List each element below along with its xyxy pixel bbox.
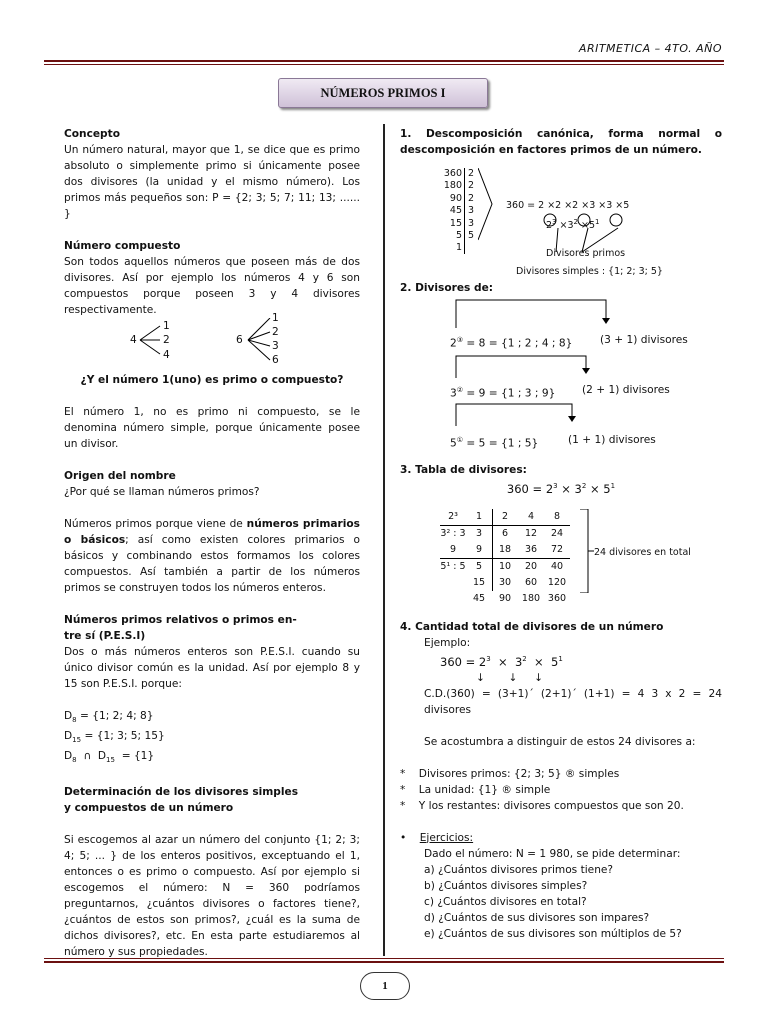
bullet-item: * La unidad: {1} ® simple	[400, 783, 551, 796]
uno-text: El número 1, no es primo ni compuesto, se le denomina número simple, porque únicamente posee un divisor.	[64, 406, 360, 450]
example-label: Ejemplo:	[424, 636, 471, 649]
top-rule	[44, 60, 724, 62]
power-5: 5① = 5 = {1 ; 5}	[450, 436, 539, 450]
determinacion-text: Si escogemos al azar un número del conjunto {1; 2; 3; 4; 5; ... } de los enteros positivos, exceptuando el 1, entonces o es primo o compuesto. Así por ejemplo si escogemos el número: N = 360 podríamos preguntarnos, ¿cuántos divisores o factores tiene?, ¿cuántos de estos son primos?, ¿cuál es la suma de dichos divisores?, etc. En esta parte estudiaremos al número y sus propiedades.	[64, 834, 360, 959]
cd-formula: C.D.(360) = (3+1)´ (2+1)´ (1+1) = 4 3 x 2 = 24 divisores	[424, 687, 722, 716]
ladder-factor: 2	[468, 192, 475, 204]
total-brace	[578, 509, 594, 593]
ladder-value: 1	[455, 242, 462, 254]
section4-heading: 4. Cantidad total de divisores de un número	[400, 620, 664, 633]
ladder-value: 45	[449, 205, 462, 217]
intersection-set: $D_8$ ∩ $D_{15} = \{1\}$	[64, 750, 155, 765]
d15-set: $D_{15} = \{1$; 3; 5; 15}	[64, 730, 165, 745]
eq-360: $360 = 2^3 \times 3^2 \times 5^1$	[506, 481, 616, 496]
exercise-item: b) ¿Cuántos divisores simples?	[424, 879, 588, 892]
exercise-item: c) ¿Cuántos divisores en total?	[424, 895, 587, 908]
power-5-count: (1 + 1) divisores	[568, 434, 656, 446]
origen-heading: Origen del nombre	[64, 470, 176, 482]
ladder-factor: 2	[468, 168, 475, 179]
pesi-text: Dos o más números enteros son P.E.S.I. cuando su único divisor común es la unidad. Así por ejemplo 8 y 15 son P.E.S.I. porque:	[64, 646, 360, 690]
compuesto-text: Son todos aquellos números que poseen más de dos divisores. Así por ejemplo los números 4 y 6 son compuestos porque poseen 3 y 4 divisores respectivamente.	[64, 256, 360, 316]
divisores-simples-label: Divisores simples : {1; 2; 3; 5}	[516, 266, 663, 277]
ladder-value: 5	[455, 230, 462, 242]
ladder-line	[464, 168, 465, 254]
exercises-intro: Dado el número: N = 1 980, se pide determinar:	[424, 847, 681, 860]
concepto-text: Un número natural, mayor que 1, se dice que es primo absoluto o simplemente primo si únicamente posee dos divisores (la unidad y el mismo número). Los primos más pequeños son: P = {2; 3; 5; 7; 11; 13; ...... }	[64, 144, 360, 220]
tree6-leaf: 6	[272, 354, 279, 366]
divisor-trees	[64, 312, 360, 374]
ladder-value: 180	[443, 180, 462, 192]
power-2: 2③ = 8 = {1 ; 2 ; 4 ; 8}	[450, 336, 573, 350]
determinacion-heading: Determinación de los divisores simples	[64, 786, 299, 799]
power-arrows	[400, 296, 720, 446]
table-row: 9 9 18 36 72	[449, 543, 564, 555]
divisor-table	[440, 509, 570, 607]
table-row: 2³ 1 2 4 8	[448, 510, 561, 522]
tree6-leaf: 1	[272, 312, 279, 324]
ladder-factor: 5	[468, 230, 475, 242]
uno-question: ¿Y el número 1(uno) es primo o compuesto?	[80, 374, 344, 386]
tree6-leaf: 2	[272, 326, 279, 338]
bottom-rule	[44, 961, 724, 963]
ladder-value: 360	[443, 168, 462, 179]
divisor-table-wrap	[400, 497, 722, 604]
tree4-leaf: 1	[163, 320, 170, 332]
factor-product: 360 = 2 ×2 ×2 ×3 ×3 ×5	[506, 200, 630, 211]
eq-360-b: $360 = 2^3 \times 3^2 \times 5^1$	[440, 654, 563, 669]
ladder-value: 90	[449, 192, 462, 204]
column-divider	[383, 124, 385, 956]
factor-ladder	[400, 158, 722, 276]
origen-question: ¿Por qué se llaman números primos?	[64, 486, 260, 498]
ladder-factor: 2	[468, 180, 475, 192]
tree4-root: 4	[130, 334, 137, 346]
tree6-leaf: 3	[272, 340, 279, 352]
section2-heading: 2. Divisores de:	[400, 282, 494, 294]
table-row: 45 90 180 360	[472, 592, 567, 604]
running-title: ARITMETICA – 4TO. AÑO	[578, 42, 722, 55]
down-arrows: ↓ ↓ ↓	[476, 671, 544, 684]
table-vline	[492, 509, 493, 591]
origen-text: Números primos porque viene de números primarios o básicos; así como existen colores primarios o básicos y combinando estos formamos los colores compuestos. Así también a partir de los números primos se construyen todos los números enteros.	[64, 518, 360, 594]
exercise-item: a) ¿Cuántos divisores primos tiene?	[424, 863, 614, 876]
compuesto-heading: Número compuesto	[64, 240, 181, 252]
divisors-of-powers	[400, 296, 722, 450]
section3-heading: 3. Tabla de divisores:	[400, 464, 527, 476]
page-title: NÚMEROS PRIMOS I	[278, 78, 488, 108]
power-3: 3② = 9 = {1 ; 3 ; 9}	[450, 386, 556, 400]
exercise-item: e) ¿Cuántos de sus divisores son múltiplos de 5?	[424, 927, 682, 940]
tree4-leaf: 2	[163, 334, 170, 346]
pesi-heading: Números primos relativos o primos en-	[64, 614, 297, 626]
table-row: 15 30 60 120	[472, 576, 567, 588]
right-column	[400, 126, 722, 942]
power-3-count: (2 + 1) divisores	[582, 384, 670, 396]
exercise-item: d) ¿Cuántos de sus divisores son impares?	[424, 911, 650, 924]
acostumbra-text: Se acostumbra a distinguir de estos 24 divisores a:	[424, 735, 696, 748]
power-2-count: (3 + 1) divisores	[600, 334, 688, 346]
section1-heading: 1. Descomposición canónica, forma normal o descomposición en factores primos de un número.	[400, 128, 722, 156]
total-divisors-label: 24 divisores en total	[594, 546, 691, 558]
ladder-value: 15	[449, 217, 462, 229]
tree6-root: 6	[236, 334, 243, 346]
divisores-primos-label: Divisores primos	[546, 248, 626, 259]
tree4-leaf: 4	[163, 349, 170, 361]
determinacion-heading-2: y compuestos de un número	[64, 802, 234, 815]
concepto-heading: Concepto	[64, 128, 120, 140]
page-number: 1	[360, 972, 410, 1000]
pesi-heading-2: tre sí (P.E.S.I)	[64, 630, 146, 642]
d8-set: $D_8 = \{1$; 2; 4; 8}	[64, 710, 154, 725]
bullet-item: * Y los restantes: divisores compuestos que son 20.	[400, 799, 684, 812]
exercises-heading: • Ejercicios:	[400, 831, 474, 844]
tree-lines	[64, 318, 360, 374]
top-rule-thin	[44, 64, 724, 65]
bottom-rule-thin	[44, 958, 724, 959]
canonical-form: $2^3 \times 3^2 \times 5^1$	[546, 218, 600, 232]
table-row: 3² : 3 3 6 12 24	[440, 525, 570, 542]
left-column	[64, 126, 360, 960]
bullet-item: * Divisores primos: {2; 3; 5} ® simples	[400, 767, 620, 780]
table-row: 5¹ : 5 5 10 20 40	[440, 558, 570, 575]
ladder-factor: 3	[468, 217, 475, 229]
ladder-factor: 3	[468, 205, 475, 217]
